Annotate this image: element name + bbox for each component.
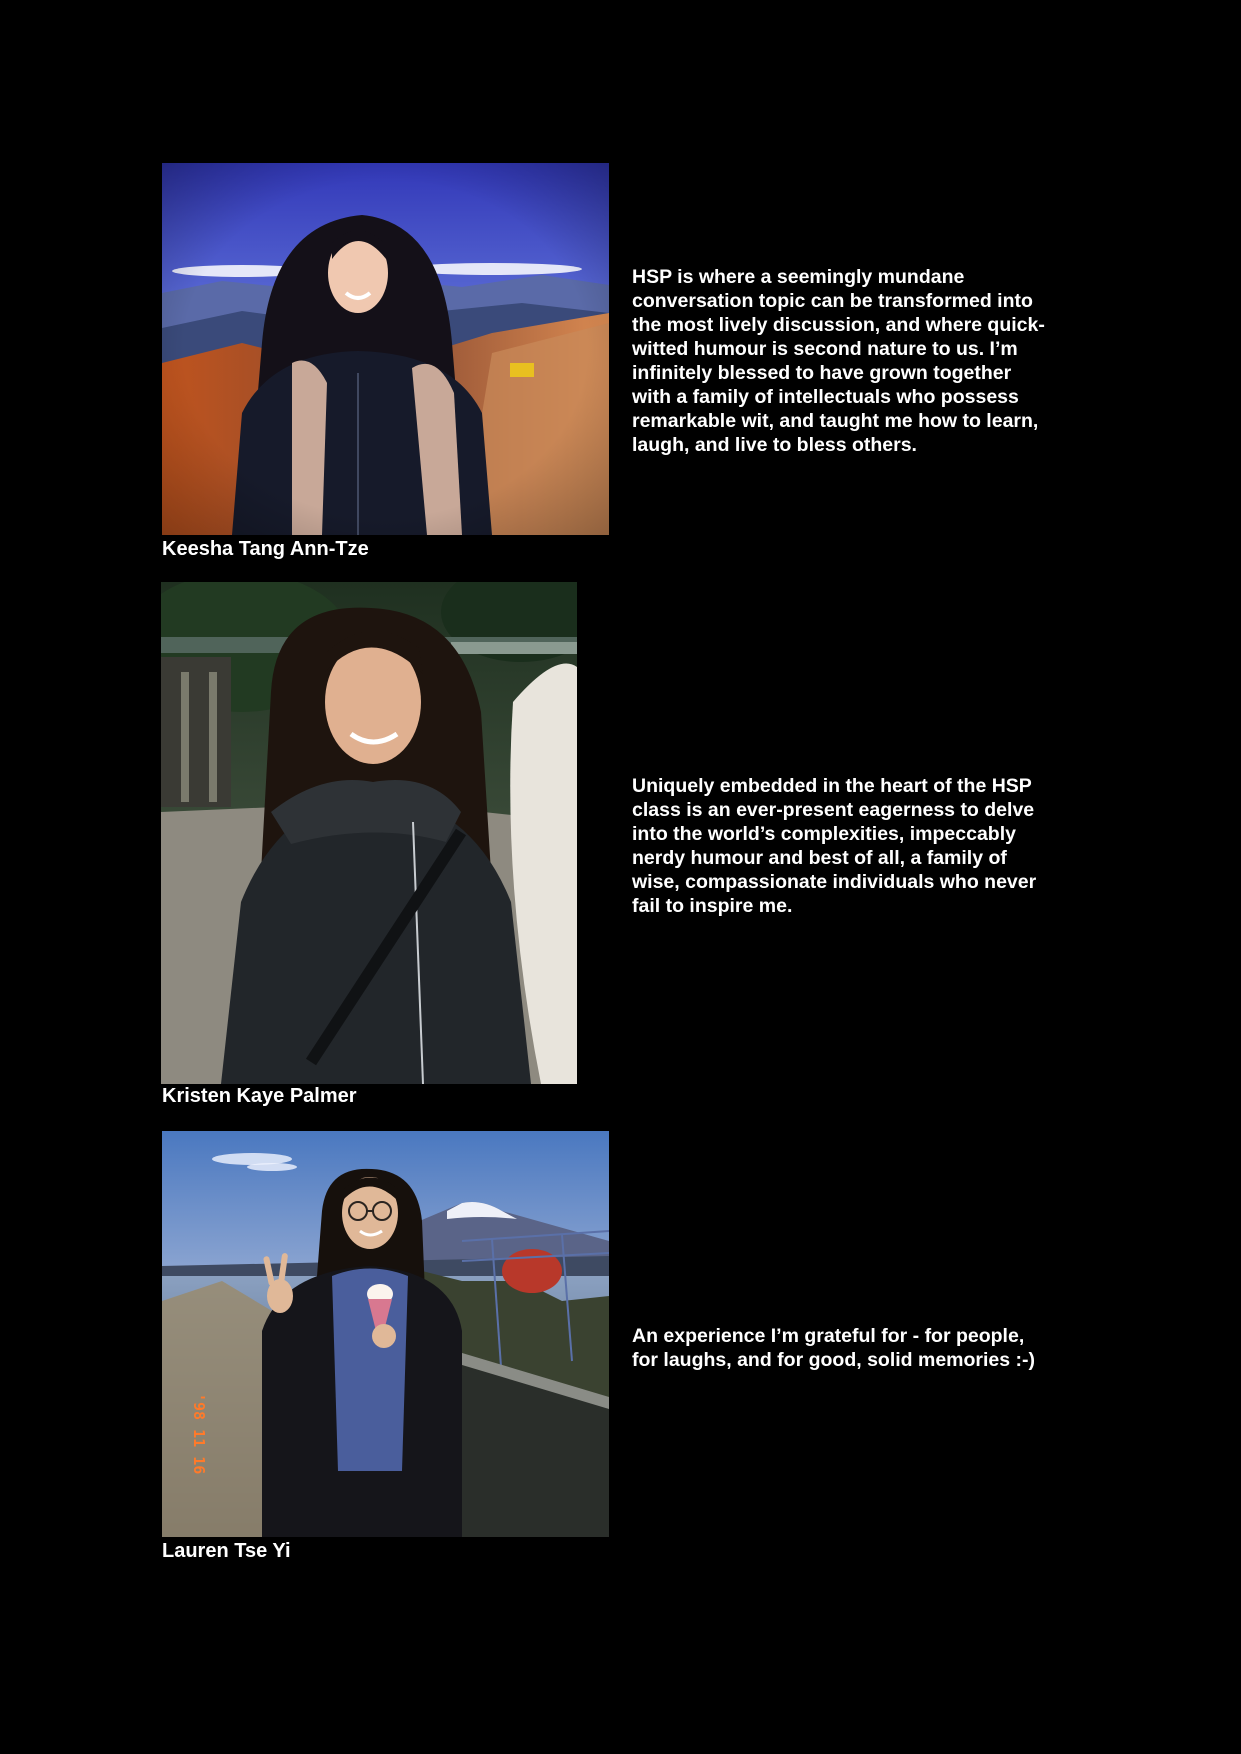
quote-line: nerdy humour and best of all, a family of: [632, 847, 1007, 869]
quote-line: Uniquely embedded in the heart of the HSP: [632, 775, 1032, 797]
quote-line: witted humour is second nature to us. I’m: [632, 338, 1018, 360]
profile-photo-lauren: [162, 1131, 609, 1537]
profile-name: Keesha Tang Ann-Tze: [162, 538, 369, 560]
profile-name: Lauren Tse Yi: [162, 1540, 291, 1562]
profile-photo-kristen: [161, 582, 577, 1084]
profile-quote: [632, 265, 1045, 457]
quote-line: infinitely blessed to have grown together: [632, 362, 1012, 384]
quote-line: conversation topic can be transformed into: [632, 290, 1033, 312]
profile-photo-keesha: [162, 163, 609, 535]
quote-line: remarkable wit, and taught me how to learn,: [632, 410, 1039, 432]
quote-line: fail to inspire me.: [632, 895, 793, 917]
quote-line: into the world’s complexities, impeccably: [632, 823, 1016, 845]
profile-quote: [632, 1324, 1035, 1372]
quote-line: with a family of intellectuals who possess: [632, 386, 1019, 408]
profile-name: Kristen Kaye Palmer: [162, 1085, 357, 1107]
quote-line: class is an ever-present eagerness to delve: [632, 799, 1035, 821]
photo-date-stamp: '98 11 16: [190, 1393, 208, 1475]
quote-line: wise, compassionate individuals who never: [632, 871, 1037, 893]
quote-line: the most lively discussion, and where quick-: [632, 314, 1045, 336]
quote-line: An experience I’m grateful for - for people,: [632, 1325, 1025, 1347]
quote-line: for laughs, and for good, solid memories :-): [632, 1349, 1036, 1371]
quote-line: HSP is where a seemingly mundane: [632, 266, 965, 288]
profile-quote: [632, 774, 1036, 918]
quote-line: laugh, and live to bless others.: [632, 434, 917, 456]
